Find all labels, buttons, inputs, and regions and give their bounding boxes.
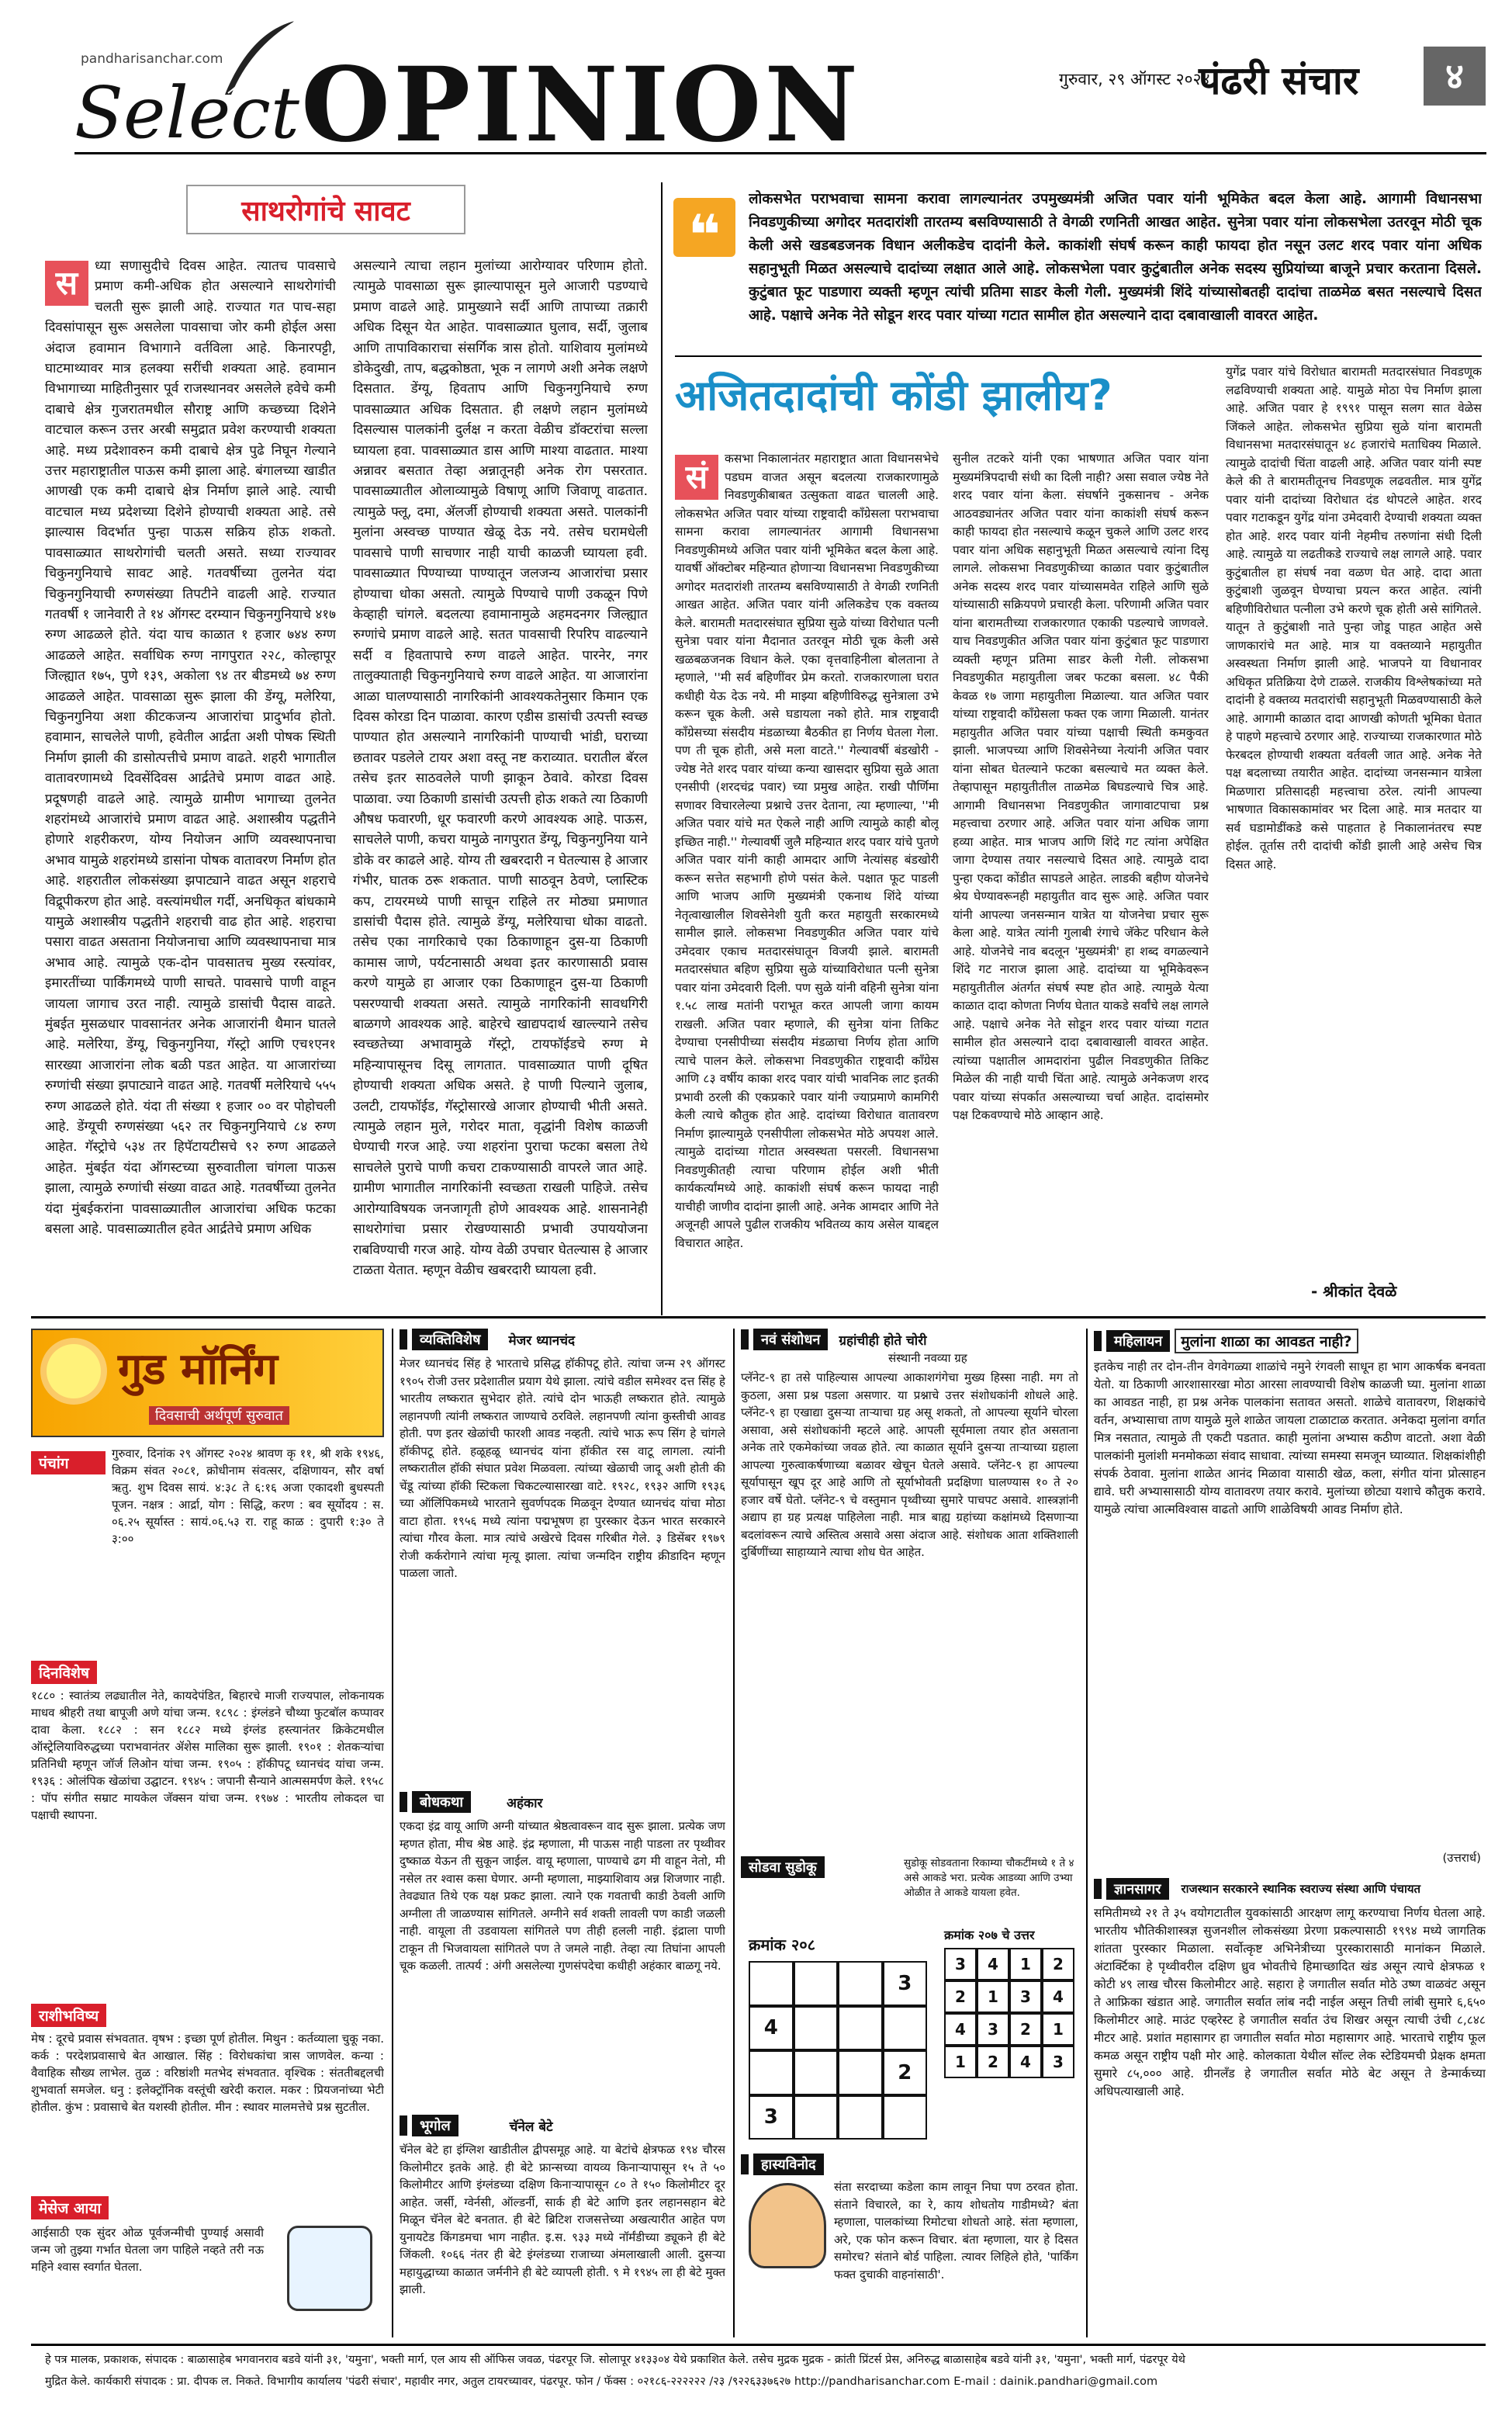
bhugol-heading: चॅनेल बेटे	[509, 2119, 553, 2135]
vyakti-marker	[400, 1329, 407, 1350]
gyansagar-text: समितीमध्ये २१ ते ३५ वयोगटातील युवकांसाठी आरक्षण लागू करण्याचा निर्णय घेतला आहे. भारतीय भौतिकीशास्त्रज्ञ सुजनशील लोकसंख्या प्रेरणा प्रकल्पासाठी १९९४ मध्ये जागतिक शांतता पुरस्कार मिळाला. सर्वोत्कृष्ट अभिनेत्रीच्या पुरस्कारासाठी मानांकन मिळाले. अंटार्क्टिका हे पृथ्वीवरील दक्षिण ध्रुव भोवतीचे हिमाच्छादित खंड असून त्याचे क्षेत्रफळ १ कोटी ४९ लाख चौरस किलोमीटर आहे. सहारा हे जगातील सर्वात मोठे उष्ण वाळवंट असून ते आफ्रिका खंडात आहे. जगातील सर्वात लांब नदी नाईल असून तिची लांबी सुमारे ६,६५० किलोमीटर आहे. माउंट एव्हरेस्ट हे जगातील सर्वात उंच शिखर असून त्याची उंची ८,८४८ मीटर आहे. प्रशांत महासागर हा जगातील सर्वात मोठा महासागर आहे. भारताचे राष्ट्रीय फूल कमळ असून राष्ट्रीय पक्षी मोर आहे. कोलकाता येथील सॉल्ट लेक स्टेडियमची प्रेक्षक क्षमता सुमारे ८५,००० आहे. ग्रीनलँड हे जगातील सर्वात मोठे बेट असून ते डेन्मार्कच्या अधिपत्याखाली आहे.	[1094, 1906, 1486, 2098]
sudoku-answer-cell: 3	[1009, 1980, 1042, 2013]
bhugol-box	[400, 2115, 725, 2336]
gyansagar-label: ज्ञानसागर	[1106, 1878, 1169, 1900]
quote-icon: ❝	[673, 198, 735, 257]
bodhkatha-marker	[400, 1792, 407, 1812]
footer-line-2: मुद्रित केले. कार्यकारी संपादक : प्रा. दीपक ल. निकते. विभागीय कार्यालय 'पंढरी संचार', महावीर नगर, अतुल टायरच्यावर, पंढरपूर. फोन / फॅक्स : ०२१८६-२२२२२२ /२३ /९२२६३३७६२७ http://pandharisanchar.com E-mail : dainik.pandhari@gmail.com	[45, 2375, 1158, 2388]
editorial-column-2	[353, 256, 648, 1308]
rashi-label: राशीभविष्य	[31, 2004, 106, 2027]
bhugol-text: चॅनेल बेटे हा इंग्लिश खाडीतील द्वीपसमूह आहे. या बेटांचे क्षेत्रफळ १९४ चौरस किलोमीटर इतके आहे. ही बेटे फ्रान्सच्या वायव्य किनाऱ्यापासून १५ ते ५० किलोमीटर आणि इंग्लंडच्या दक्षिण किनाऱ्यापासून ८० ते १५० किलोमीटर दूर आहेत. जर्सी, ग्वेर्नसी, ऑल्डर्नी, सार्क ही बेटे आणि इतर लहानसहान बेटे मिळून चॅनेल बेटे बनतात. ही बेटे ब्रिटिश राजसत्तेच्या अखत्यारीत आहेत पण युनायटेड किंगडमचा भाग नाहीत. इ.स. ९३३ मध्ये नॉर्मंडीच्या ड्यूकने ही बेटे जिंकली. १०६६ नंतर ही बेटे इंग्लंडच्या राजाच्या अंमलाखाली आली. दुसऱ्या महायुद्धाच्या काळात जर्मनीने ही बेटे व्यापली होती. ९ मे १९४५ ला ही बेटे मुक्त झाली.	[400, 2143, 725, 2296]
article-author: - श्रीकांत देवळे	[1311, 1282, 1397, 1301]
good-morning-tagline: दिवसाची अर्थपूर्ण सुरुवात	[149, 1406, 289, 1425]
sudoku-answer-cell: 1	[977, 1980, 1009, 2013]
section-rule	[31, 1316, 1486, 1318]
message-text: आईसाठी एक सुंदर ओळ पूर्वजन्मीची पुण्याई असावी जन्म जो तुझ्या गर्भात घेतला जग पाहिले नव्हते तरी नऊ महिने श्वास स्वर्गात घेतला.	[31, 2226, 264, 2274]
sudoku-puzzle-cell	[838, 1961, 883, 2006]
sudoku-puzzle-cell	[838, 2006, 883, 2051]
vyakti-text: मेजर ध्यानचंद सिंह हे भारताचे प्रसिद्ध हॉकीपटू होते. त्यांचा जन्म २९ ऑगस्ट १९०५ रोजी उत्तर प्रदेशातील प्रयाग येथे झाला. त्यांचे वडील समेश्वर दत्त सिंह हे भारतीय लष्करात सुभेदार होते. त्यांचे दोन भाऊही लष्करात होते. त्यामुळे लहानपणी त्यांनी लष्करात जाण्याचे ठरविले. लहानपणी त्यांना कुस्तीची आवड होती. पण इतर खेळांची फारशी आवड नव्हती. त्यांचे भाऊ रूप सिंग हे चांगले हॉकीपटू होते. हळूहळू ध्यानचंद यांना हॉकीत रस वाटू लागला. त्यांनी लष्करातील हॉकी संघात प्रवेश मिळवला. त्यांच्या खेळाची जादू अशी होती की चेंडू त्यांच्या हॉकी स्टिकला चिकटल्यासारखा वाटे. १९२८, १९३२ आणि १९३६ च्या ऑलिंपिकमध्ये भारताने सुवर्णपदक मिळवून देण्यात ध्यानचंद यांचा मोठा वाटा होता. १९५६ मध्ये त्यांना पद्मभूषण हा पुरस्कार देऊन भारत सरकारने त्यांचा गौरव केला. मात्र त्यांचे अखेरचे दिवस गरिबीत गेले. ३ डिसेंबर १९७९ रोजी कर्करोगाने त्यांचा मृत्यू झाला. त्यांचा जन्मदिन राष्ट्रीय क्रीडादिन म्हणून पाळला जातो.	[400, 1357, 725, 1580]
article-text-2: सुनील तटकरे यांनी एका भाषणात अजित पवार यांना मुख्यमंत्रिपदाची संधी का दिली नाही? असा सवाल ज्येष्ठ नेते शरद पवार यांना केला. संघर्षाने नुकसानच - अनेक आठवड्यानंतर अजित पवार यांना काकांशी संघर्ष करून काही फायदा होत नसल्याचे कळून चुकले आणि उलट शरद पवार यांना अधिक सहानुभूती मिळत असल्याचे त्यांना दिसू लागले. लोकसभा निवडणुकीच्या काळात पवार कुटुंबातील अनेक सदस्य शरद पवार यांच्यासमवेत राहिले आणि सुळे यांच्यासाठी सक्रियपणे प्रचारही केला. परिणामी अजित पवार यांना बारामतीच्या राजकारणात एकाकी पडल्याचे जाणवले. याच निवडणुकीत अजित पवार यांना कुटुंबात फूट पाडणारा व्यक्ती म्हणून प्रतिमा साडर केली गेली. लोकसभा निवडणुकीत महायुतीला जबर फटका बसला. ४८ पैकी केवळ १७ जागा महायुतीला मिळाल्या. यात अजित पवार यांच्या राष्ट्रवादी काँग्रेसला फक्त एक जागा मिळाली. यानंतर महायुतीत अजित पवार यांच्या पक्षाची स्थिती कमकुवत झाली. भाजपच्या आणि शिवसेनेच्या नेत्यांनी अजित पवार यांना सोबत घेतल्याने फटका बसल्याचे मत व्यक्त केले. तेव्हापासून महायुतीतील ताळमेळ बिघडल्याचे चित्र आहे. आगामी विधानसभा निवडणुकीत जागावाटपाचा प्रश्न महत्त्वाचा ठरणार आहे. अजित पवार यांना अधिक जागा हव्या आहेत. मात्र भाजप आणि शिंदे गट त्यांना अपेक्षित जागा देण्यास तयार नसल्याचे दिसत आहे. त्यामुळे दादा पुन्हा एकदा कोंडीत सापडले आहेत. लाडकी बहीण योजनेचे श्रेय घेण्यावरूनही महायुतीत वाद सुरू आहे. अजित पवार यांनी आपल्या जनसन्मान यात्रेत या योजनेचा प्रचार सुरू केला आहे. यात्रेत त्यांनी गुलाबी रंगाचे जॅकेट परिधान केले आहे. योजनेचे नाव बदलून 'मुख्यमंत्री' हा शब्द वगळल्याने शिंदे गट नाराज झाला आहे. दादांच्या या भूमिकेवरून महायुतीतील अंतर्गत संघर्ष स्पष्ट होत आहे. त्यामुळे येत्या काळात दादा कोणता निर्णय घेतात याकडे सर्वांचे लक्ष लागले आहे. पक्षाचे अनेक नेते सोडून शरद पवार यांच्या गटात सामील होत असल्याने दादा दबावाखाली वावरत आहेत. त्यांच्या पक्षातील आमदारांना पुढील निवडणुकीत तिकिट मिळेल की नाही याची चिंता आहे. त्यामुळे अनेकजण शरद पवार यांच्या संपर्कात असल्याच्या चर्चा आहेत. दादांसमोर पक्ष टिकवण्याचे मोठे आव्हान आहे.	[953, 452, 1209, 1122]
sanshodhan-label: नवं संशोधन	[753, 1329, 828, 1350]
sudoku-answer-cell: 3	[944, 1948, 977, 1980]
sudoku-puzzle-grid	[749, 1961, 927, 2140]
message-box	[31, 2196, 384, 2324]
hasya-label: हास्यविनोद	[753, 2154, 824, 2175]
sudoku-answer-cell: 3	[1042, 2046, 1074, 2078]
sanshodhan-subheading: संस्थानी नवव्या ग्रह	[888, 1351, 967, 1365]
editorial-title: साथरोगांचे सावट	[241, 195, 410, 227]
sanshodhan-header	[741, 1329, 1078, 1350]
gyansagar-heading: राजस्थान सरकारने स्थानिक स्वराज्य संस्था आणि पंचायत	[1181, 1882, 1421, 1896]
article-column-3	[1226, 363, 1482, 1275]
bodhkatha-label: बोधकथा	[412, 1791, 471, 1813]
sudoku-puzzle-cell	[838, 2095, 883, 2140]
sudoku-puzzle-cell	[794, 2050, 839, 2095]
editorial-title-box	[186, 185, 465, 234]
message-label: मेसेज आया	[31, 2196, 109, 2219]
sudoku-answer-cell: 3	[977, 2013, 1009, 2046]
hasya-header	[741, 2154, 1078, 2175]
article-text-3: युगेंद्र पवार यांचे विरोधात बारामती मतदारसंघात निवडणूक लढविण्याची शक्यता आहे. यामुळे मोठा पेच निर्माण झाला आहे. अजित पवार हे १९९१ पासून सलग सात वेळेस जिंकले आहेत. लोकसभेत सुप्रिया सुळे यांना बारामती विधानसभा मतदारसंघातून ४८ हजारांचे मताधिक्य मिळाले. त्यामुळे दादांची चिंता वाढली आहे. अजित पवार यांनी स्पष्ट केले की ते बारामतीतूनच निवडणूक लढवतील. मात्र युगेंद्र पवार यांनी दादांच्या विरोधात दंड थोपटले आहेत. शरद पवार गटाकडून युगेंद्र यांना उमेदवारी देण्याची शक्यता व्यक्त होत आहे. शरद पवार यांनी नेहमीच तरुणांना संधी दिली आहे. त्यामुळे या लढतीकडे राज्याचे लक्ष लागले आहे. पवार कुटुंबातील हा संघर्ष नवा वळण घेत आहे. दादा आता कुटुंबाशी जुळवून घेण्याचा प्रयत्न करत आहेत. त्यांनी बहिणीविरोधात पत्नीला उभे करणे चूक होती असे सांगितले. यातून ते कुटुंबाशी नाते पुन्हा जोडू पाहत आहेत असे जाणकारांचे मत आहे. मात्र या वक्तव्याने महायुतीत अस्वस्थता निर्माण झाली आहे. भाजपने या विधानावर अधिकृत प्रतिक्रिया देणे टाळले. राजकीय विश्लेषकांच्या मते दादांनी हे वक्तव्य मतदारांची सहानुभूती मिळवण्यासाठी केले आहे. आगामी काळात दादा आणखी कोणती भूमिका घेतात हे पाहणे महत्त्वाचे ठरणार आहे. राज्याच्या राजकारणात मोठे फेरबदल होण्याची शक्यता वर्तवली जात आहे. अनेक नेते पक्ष बदलाच्या तयारीत आहेत. दादांच्या जनसन्मान यात्रेला मिळणारा प्रतिसादही महत्त्वाचा ठरेल. त्यांनी आपल्या भाषणात विकासकामांवर भर दिला आहे. मात्र मतदार या सर्व घडामोडींकडे कसे पाहतात हे निकालानंतरच स्पष्ट होईल. तूर्तास तरी दादांची कोंडी झाली आहे असेच चित्र दिसत आहे.	[1226, 365, 1482, 871]
dinvishesh-label: दिनविशेष	[31, 1661, 97, 1684]
panchang-label: पंचांग	[31, 1451, 106, 1474]
sudoku-puzzle-cell: 3	[749, 2095, 794, 2140]
sudoku-answer-cell: 1	[1042, 2013, 1074, 2046]
article-headline: अजितदादांची कोंडी झालीय?	[675, 371, 1112, 420]
left-column-divider	[392, 1329, 393, 2337]
opinion-wordmark: OPINION	[301, 45, 862, 165]
editorial-divider	[661, 182, 663, 1315]
bhugol-marker	[400, 2115, 407, 2136]
sudoku-puzzle-cell	[838, 2050, 883, 2095]
page-number: ४	[1424, 47, 1486, 106]
phone-icon	[287, 2226, 372, 2311]
good-morning-title: गुड मॉर्निंग	[118, 1344, 279, 1395]
pull-quote	[749, 188, 1482, 352]
sudoku-answer-cell: 1	[1009, 1948, 1042, 1980]
dinvishesh-box	[31, 1661, 384, 1994]
sanshodhan-box	[741, 1329, 1078, 1852]
cartoon-icon	[749, 2183, 826, 2268]
mahilayan-text: इतकेच नाही तर दोन-तीन वेगवेगळ्या शाळांचे नमुने रंगवली साधून हा भाग आकर्षक बनवता येतो. या ठिकाणी आरशासारखा मोठा आरसा लावण्याची विशेष काळजी घ्या. मुलांना शाळा का आवडत नाही, हा प्रश्न अनेक पालकांना सतावत असतो. शाळेचे वातावरण, शिक्षकांचे वर्तन, अभ्यासाचा ताण यामुळे मुले शाळेत जायला टाळाटाळ करतात. अनेकदा मुलांना वर्गात मित्र नसतात, त्यामुळे ती एकटी पडतात. काही मुलांना अभ्यास कठीण वाटतो. अशा वेळी पालकांनी मुलांशी मनमोकळा संवाद साधावा. त्यांच्या समस्या समजून घ्याव्यात. शिक्षकांशीही संपर्क ठेवावा. मुलांना शाळेत आनंद मिळावा यासाठी खेळ, कला, संगीत यांना प्रोत्साहन द्यावे. घरी अभ्यासासाठी योग्य वातावरण तयार करावे. मुलांच्या छोट्या यशाचे कौतुक करावे. यामुळे त्यांचा आत्मविश्वास वाढतो आणि शाळेविषयी आवड निर्माण होते.	[1094, 1360, 1486, 1516]
article-drop-letter: सं	[675, 455, 718, 500]
rashi-box	[31, 2004, 384, 2190]
sudoku-answer-cell: 4	[1009, 2046, 1042, 2078]
mahilayan-label: महिलायन	[1106, 1330, 1170, 1352]
mahilayan-signature: (उत्तरार्ध)	[1442, 1851, 1481, 1865]
sudoku-answer-title: क्रमांक २०७ चे उत्तर	[944, 1928, 1035, 1942]
sudoku-label: सोडवा सुडोकू	[741, 1856, 825, 1878]
sudoku-puzzle-cell: 4	[749, 2006, 794, 2051]
sudoku-answer-cell: 4	[977, 1948, 1009, 1980]
sudoku-puzzle-cell	[883, 2095, 928, 2140]
masthead-rule	[74, 152, 1486, 154]
vyakti-label: व्यक्तिविशेष	[412, 1329, 488, 1350]
article-column-1	[675, 450, 939, 1300]
gyansagar-box	[1094, 1878, 1486, 2336]
sudoku-puzzle-title: क्रमांक २०८	[749, 1935, 816, 1954]
sudoku-answer-cell: 2	[1009, 2013, 1042, 2046]
sudoku-puzzle-cell	[749, 2050, 794, 2095]
sanshodhan-heading: ग्रहांचीही होते चोरी	[839, 1332, 927, 1349]
sudoku-puzzle-cell	[794, 1961, 839, 2006]
rashi-text: मेष : दूरचे प्रवास संभवतात. वृषभ : इच्छा पूर्ण होतील. मिथुन : कर्तव्याला चुकू नका. कर्क : परदेशप्रवासाचे बेत आखाल. सिंह : विरोधकांचा त्रास जाणवेल. कन्या : वैवाहिक सौख्य लाभेल. तुळ : वरिष्ठांशी मतभेद संभवतात. वृश्चिक : संततीबद्दलची शुभवार्ता समजेल. धनु : इलेक्ट्रॉनिक वस्तूंची खरेदी कराल. मकर : प्रियजनांच्या भेटी होतील. कुंभ : प्रवासाचे बेत यशस्वी होतील. मीन : स्थावर मालमत्तेचे प्रश्न सुटतील.	[31, 2032, 384, 2114]
sudoku-box	[741, 1856, 1078, 2151]
bodhkatha-box	[400, 1791, 725, 2109]
vyakti-header	[400, 1329, 725, 1350]
footer-line-1: हे पत्र मालक, प्रकाशक, संपादक : बाळासाहेब भगवानराव बडवे यांनी ३१, 'यमुना', भक्ती मार्ग, एल आय सी ऑफिस जवळ, पंढरपूर जि. सोलापूर ४१३३०४ येथे प्रकाशित केले. तसेच मुद्रक मुद्रक - क्रांती प्रिंटर्स प्रेस, अनिरुद्ध बाळासाहेब बडवे यांनी ३१, 'यमुना', भक्ती मार्ग, पंढरपूर येथे	[45, 2354, 1185, 2366]
sudoku-puzzle-cell: 2	[883, 2050, 928, 2095]
bhugol-label: भूगोल	[412, 2115, 458, 2136]
site-url[interactable]: pandharisanchar.com	[81, 51, 223, 67]
article-column-2	[953, 450, 1209, 1300]
issue-date: गुरुवार, २९ ऑगस्ट २०२४	[1059, 70, 1210, 88]
vyakti-heading: मेजर ध्यानचंद	[508, 1332, 576, 1349]
gyansagar-marker	[1094, 1879, 1102, 1899]
gyansagar-header	[1094, 1878, 1486, 1900]
sanshodhan-marker	[741, 1329, 749, 1350]
hasya-box	[741, 2154, 1078, 2336]
sudoku-answer-cell: 4	[944, 2013, 977, 2046]
editorial-drop-letter: स	[45, 261, 88, 306]
sudoku-puzzle-cell: 3	[883, 1961, 928, 2006]
mahilayan-marker	[1094, 1331, 1102, 1351]
quote-rule	[675, 355, 1482, 357]
panchang-text: गुरुवार, दिनांक २९ ऑगस्ट २०२४ श्रावण कृ ११, श्री शके १९४६, विक्रम संवत २०८१, क्रोधीनाम संवत्सर, दक्षिणायन, सौर वर्षा ऋतु. शुभ दिवस सायं. ४:३८ ते ६:१६ अजा एकादशी बुधस्पती पूजन. नक्षत्र : आर्द्रा, योग : सिद्धि, करण : बव सूर्योदय : स. ०६.२५ सूर्यास्त : सायं.०६.५३ रा. राहू काळ : दुपारी १:३० ते ३:००	[112, 1447, 384, 1546]
sudoku-puzzle-cell	[794, 2095, 839, 2140]
select-wordmark: Select	[74, 71, 299, 154]
bodhkatha-text: एकदा इंद्र वायू आणि अग्नी यांच्यात श्रेष्ठत्वावरून वाद सुरू झाला. प्रत्येक जण म्हणत होता, मीच श्रेष्ठ आहे. इंद्र म्हणाला, मी पाऊस नाही पाडला तर पृथ्वीवर दुष्काळ येऊन ती सुकून जाईल. वायू म्हणाला, पाण्याचे ढग मी वाहून नेतो, मी नसेल तर श्वास कसा घेणार. अग्नी म्हणाला, माझ्याशिवाय अन्न शिजणार नाही. तेवढ्यात तिथे एक यक्ष प्रकट झाला. त्याने एक गवताची काडी ठेवली आणि अग्नीला ती जाळण्यास सांगितले. अग्नीने सर्व शक्ती लावली पण काडी जळली नाही. वायूला ती उडवायला सांगितले पण तीही हलली नाही. इंद्राला पाणी टाकून ती भिजवायला सांगितले पण ते जमले नाही. तेव्हा त्या तिघांना आपली चूक कळली. तात्पर्य : अंगी असलेल्या गुणसंपदेचा कधीही अहंकार बाळगू नये.	[400, 1819, 725, 1973]
sudoku-puzzle-cell	[883, 2006, 928, 2051]
sudoku-answer-cell: 2	[1042, 1948, 1074, 1980]
mahilayan-header	[1094, 1329, 1486, 1353]
bhugol-header	[400, 2115, 725, 2136]
article-text-1: कसभा निकालानंतर महाराष्ट्रात आता विधानसभेचे पडघम वाजत असून बदलत्या राजकारणामुळे निवडणुकीबाबत उत्सुकता वाढत चालली आहे. लोकसभेत अजित पवार यांच्या राष्ट्रवादी काँग्रेसला पराभवाचा सामना करावा लागल्यानंतर आगामी विधानसभा निवडणुकीमध्ये अजित पवार यांनी भूमिकेत बदल केला आहे. यावर्षी ऑक्टोबर महिन्यात होणाऱ्या विधानसभा निवडणुकीच्या अगोदर मतदारांशी तारतम्य बसविण्यासाठी ते वेगळी रणनिती आखत आहेत. अजित पवार यांनी अलिकडेच एक वक्तव्य केले. बारामती मतदारसंघात सुप्रिया सुळे यांच्या विरोधात पत्नी सुनेत्रा पवार यांना मैदानात उतरवून मोठी चूक केली असे खळबळजनक विधान केले. एका वृत्तवाहिनीला बोलताना ते म्हणाले, ''मी सर्व बहिणींवर प्रेम करतो. राजकारणाला घरात कधीही येऊ देऊ नये. मी माझ्या बहिणीविरुद्ध सुनेत्राला उभे करून चूक केली. असे घडायला नको होते. मात्र राष्ट्रवादी काँग्रेसच्या संसदीय मंडळाच्या बैठकीत हा निर्णय घेतला गेला. पण ती चूक होती, असे मला वाटते.'' गेल्यावर्षी बंडखोरी - ज्येष्ठ नेते शरद पवार यांच्या कन्या खासदार सुप्रिया सुळे आता एनसीपी (शरदचंद्र पवार) च्या प्रमुख आहेत. राखी पौर्णिमा सणावर विचारलेल्या प्रश्नाचे उत्तर देताना, त्या म्हणाल्या, ''मी अजित पवार यांचे मत ऐकले नाही आणि त्यामुळे काही बोलू इच्छित नाही.'' गेल्यावर्षी जुलै महिन्यात शरद पवार यांचे पुतणे अजित पवार यांनी काही आमदार आणि नेत्यांसह बंडखोरी करून सत्तेत सहभागी होणे पसंत केले. पक्षात फूट पाडली आणि भाजप आणि मुख्यमंत्री एकनाथ शिंदे यांच्या नेतृत्वाखालील शिवसेनेशी युती करत महायुती सरकारमध्ये सामील झाले. लोकसभा निवडणुकीत अजित पवार यांचे उमेदवार एकाच मतदारसंघातून विजयी झाले. बारामती मतदारसंघात बहिण सुप्रिया सुळे यांच्याविरोधात पत्नी सुनेत्रा पवार यांना उमेदवारी दिली. पण सुळे यांनी वहिनी सुनेत्रा यांना १.५८ लाख मतांनी पराभूत करत आपली जागा कायम राखली. अजित पवार म्हणाले, की सुनेत्रा यांना तिकिट देण्याचा एनसीपीच्या संसदीय मंडळाचा निर्णय होता आणि त्याचे पालन केले. लोकसभा निवडणुकीत राष्ट्रवादी काँग्रेस आणि ८३ वर्षीय काका शरद पवार यांची भावनिक लाट इतकी प्रभावी ठरली की एकप्रकारे पवार यांनी ज्याप्रमाणे कामगिरी केली त्याचे कौतुक होत आहे. दादांच्या विरोधात वातावरण निर्माण झाल्यामुळे एनसीपीला लोकसभेत मोठे अपयश आले. त्यामुळे दादांच्या गोटात अस्वस्थता पसरली. विधानसभा निवडणुकीतही त्याचा परिणाम होईल अशी भीती कार्यकर्त्यांमध्ये आहे. काकांशी संघर्ष करून फायदा नाही याचीही जाणीव दादांना झाली आहे. अनेक आमदार आणि नेते अजूनही आपले पुढील राजकीय भवितव्य काय असेल याबद्दल विचारात आहेत.	[675, 452, 939, 1250]
masthead	[0, 0, 1512, 163]
footer-rule	[31, 2344, 1486, 2346]
sudoku-answer-grid	[944, 1948, 1074, 2078]
sudoku-puzzle-cell	[794, 2006, 839, 2051]
editorial-text-2: असल्याने त्याचा लहान मुलांच्या आरोग्यावर परिणाम होतो. त्यामुळे पावसाळा सुरू झाल्यापासून मुले आजारी पडण्याचे प्रमाण वाढले आहे. प्रामुख्याने सर्दी आणि तापाच्या तक्रारी अधिक दिसून येत आहेत. पावसाळ्यात घुलाव, सर्दी, जुलाब आणि तापाविकाराचा संसर्गिक त्रास होतो. याशिवाय मुलांमध्ये डोकेदुखी, ताप, बद्धकोष्ठता, भूक न लागणे अशी अनेक लक्षणे दिसतात. डेंग्यू, हिवताप आणि चिकुनगुनियाचे रुग्ण पावसाळ्यात अधिक दिसतात. ही लक्षणे लहान मुलांमध्ये दिसल्यास पालकांनी दुर्लक्ष न करता वेळीच डॉक्टरांचा सल्ला घ्यायला हवा. पावसाळ्यात डास आणि माश्या वाढतात. माश्या अन्नावर बसतात तेव्हा अन्नातूनही अनेक रोग पसरतात. पावसाळ्यातील ओलाव्यामुळे विषाणू आणि जिवाणू वाढतात. त्यामुळे फ्लू, दमा, ॲलर्जी होण्याची शक्यता असते. पालकांनी मुलांना अस्वच्छ पाण्यात खेळू देऊ नये. तसेच घरामधेली पावसाचे पाणी साचणार नाही याची काळजी घ्यायला हवी. पावसाळ्यात पिण्याच्या पाण्यातून जलजन्य आजारांचा प्रसार होण्याचा धोका असतो. त्यामुळे पिण्याचे पाणी उकळून पिणे केव्हाही चांगले. बदलत्या हवामानामुळे अहमदनगर जिल्ह्यात रुग्णांचे प्रमाण वाढले आहे. सतत पावसाची रिपरिप वाढल्याने सर्दी व हिवतापाचे रुग्ण वाढले आहेत. पारनेर, नगर तालुक्याताही चिकुनगुनियाचे रुग्ण वाढले आहेत. या आजारांना आळा घालण्यासाठी नागरिकांनी आवश्यकतेनुसार किमान एक दिवस कोरडा दिन पाळावा. कारण एडीस डासांची उत्पत्ती स्वच्छ पाण्यात होत असल्याने नागरिकांनी पाण्याची भांडी, घराच्या छतावर पडलेले टायर अशा वस्तू नष्ट कराव्यात. घरातील बॅरल तसेच इतर साठवलेले पाणी झाकून ठेवावे. कोरडा दिवस पाळावा. ज्या ठिकाणी डासांची उत्पत्ती होऊ शकते त्या ठिकाणी औषध फवारणी, धूर फवारणी करणे आवश्यक आहे. पाऊस, साचलेले पाणी, कचरा यामुळे नागपुरात डेंग्यू, चिकुनगुनिया याने डोके वर काढले आहे. योग्य ती खबरदारी न घेतल्यास हे आजार गंभीर, घातक ठरू शकतात. पाणी साठवून ठेवणे, प्लास्टिक कप, टायरमध्ये पाणी साचून राहिले तर मोठ्या प्रमाणात डासांची पैदास होते. त्यामुळे डेंग्यू, मलेरियाचा धोका वाढतो. तसेच एका नागरिकाचे एका ठिकाणाहून दुस-या ठिकाणी कामास जाणे, पर्यटनासाठी अथवा इतर कारणासाठी प्रवास करणे यामुळे हा आजार एका ठिकाणाहून दुस-या ठिकाणी पसरण्याची शक्यता असते. त्यामुळे नागरिकांनी सावधगिरी बाळगणे आवश्यक आहे. बाहेरचे खाद्यपदार्थ खाल्ल्याने तसेच स्वच्छतेच्या अभावामुळे गॅस्ट्रो, टायफॉईडचे रुग्ण मे महिन्यापासूनच दिसू लागतात. पावसाळ्यात पाणी दूषित होण्याची शक्यता अधिक असते. हे पाणी पिल्याने जुलाब, उलटी, टायफॉईड, गॅस्ट्रोसारखे आजार होण्याची भीती असते. त्यामुळे लहान मुले, गरोदर माता, वृद्धांनी विशेष काळजी घेण्याची गरज आहे. ज्या शहरांना पुराचा फटका बसला तेथे साचलेले पुराचे पाणी कचरा टाकण्यासाठी वापरले जात आहे. ग्रामीण भागातील नागरिकांनी स्वच्छता राखली पाहिजे. तसेच आरोग्याविषयक जनजागृती होणे आवश्यक आहे. शासनानेही साथरोगांचा प्रसार रोखण्यासाठी प्रभावी उपाययोजना राबविण्याची गरज आहे. योग्य वेळी उपचार घेतल्यास हे आजार टाळता येतात. म्हणून वेळीच खबरदारी घ्यायला हवी.	[353, 258, 648, 1278]
hasya-marker	[741, 2154, 749, 2174]
paper-name: पंढरी संचार	[1199, 58, 1359, 103]
editorial-column-1	[45, 256, 336, 1308]
bodhkatha-heading: अहंकार	[507, 1795, 543, 1811]
sun-icon	[47, 1344, 101, 1398]
sudoku-answer-cell: 4	[1042, 1980, 1074, 2013]
hasya-text: संता सरदाच्या कडेला काम लावून निघा पण ठरवत होता. संताने विचारले, का रे, काय शोधतोय गाडीमध्ये? बंता म्हणाला, पालकांच्या रिमोटचा शोधतो आहे. संता म्हणाला, अरे, एक फोन करून विचार. बंता म्हणाला, यार हे दिसत समोरच? संताने बोर्ड पाहिला. त्यावर लिहिले होते, 'पार्किंग फक्त दुचाकी वाहनांसाठी'.	[834, 2180, 1078, 2282]
sudoku-answer-cell: 2	[977, 2046, 1009, 2078]
bodhkatha-header	[400, 1791, 725, 1813]
middle-column-divider	[733, 1329, 735, 2337]
good-morning-banner	[31, 1329, 384, 1437]
sudoku-instructions: सुडोकू सोडवताना रिकाम्या चौकटींमध्ये १ ते ४ असे आकडे भरा. प्रत्येक आडव्या आणि उभ्या ओळीत ते आकडे यायला हवेत.	[904, 1857, 1074, 1899]
pull-quote-text: लोकसभेत पराभवाचा सामना करावा लागल्यानंतर उपमुख्यमंत्री अजित पवार यांनी भूमिकेत बदल केला आहे. आगामी विधानसभा निवडणुकीच्या अगोदर मतदारांशी तारतम्य बसविण्यासाठी ते वेगळी रणनिती आखत आहेत. सुनेत्रा पवार यांना लोकसभेला उतरवून मोठी चूक केली असे खडबडजनक विधान अलीकडेच दादांनी केले. काकांशी संघर्ष करून काही फायदा होत नसून उलट शरद पवार यांना अधिक सहानुभूती मिळत असल्याचे दादांच्या लक्षात आले आहे. लोकसभेला पवार कुटुंबातील अनेक सदस्य सुप्रियांच्या बाजूने प्रचार करताना दिसले. कुटुंबात फूट पाडणारा व्यक्ती म्हणून त्यांची प्रतिमा साडर केली गेली. मुख्यमंत्री शिंदे यांच्यासोबतही दादांचा ताळमेळ बसत नसल्याचे दिसत आहे. पक्षाचे अनेक नेते सोडून शरद पवार यांच्या गटात सामील होत असल्याने दादा दबावाखाली वावरत आहेत.	[749, 191, 1482, 324]
sudoku-answer-cell: 1	[944, 2046, 977, 2078]
mahilayan-heading: मुलांना शाळा का आवडत नाही?	[1175, 1329, 1358, 1353]
editorial-text-1: ध्या सणासुदीचे दिवस आहेत. त्यातच पावसाचे प्रमाण कमी-अधिक होत असल्याने साथरोगांची चलती सुरू झाली आहे. राज्यात गत पाच-सहा दिवसांपासून सुरू असलेला पावसाचा जोर कमी होईल असा अंदाज हवामान विभागाने वर्तविला आहे. किनारपट्टी, घाटमाथ्यावर मात्र हलक्या सरींची शक्यता आहे. हवामान विभागाच्या माहितीनुसार पूर्व राजस्थानवर असलेले हवेचे कमी दाबाचे क्षेत्र गुजरातमधील सौराष्ट्र आणि कच्छच्या दिशेने वाटचाल करून उत्तर अरबी समुद्रात प्रवेश करण्याची शक्यता आहे. मध्य प्रदेशावरुन कमी दाबाचे क्षेत्र पुढे निघून गेल्याने उत्तर महाराष्ट्रातील पाऊस कमी झाला आहे. बंगालच्या खाडीत आणखी एक कमी दाबाचे क्षेत्र निर्माण झाले आहे. त्याची वाटचाल मध्य प्रदेशच्या दिशेने होण्याची शक्यता आहे. तसे झाल्यास विदर्भात पुन्हा पाऊस सक्रिय होऊ शकतो. पावसाळ्यात साथरोगांची चलती असते. सध्या राज्यावर चिकुनगुनियाचे सावट आहे. गतवर्षीच्या तुलनेत यंदा चिकुनगुनियाची रुग्णसंख्या तिपटीने वाढली आहे. राज्यात गतवर्षी १ जानेवारी ते १४ ऑगस्ट दरम्यान चिकुनगुनियाचे ४१७ रुग्ण आढळले होते. यंदा याच काळात १ हजार ७४४ रुग्ण आढळले आहेत. सर्वाधिक रुग्ण नागपुरात २२८, कोल्हापूर जिल्ह्यात १७५, पुणे १३९, अकोला ९४ तर बीडमध्ये ७४ रुग्ण आढळले आहेत. पावसाळा सुरू झाला की डेंग्यू, मलेरिया, चिकुनगुनिया अशा कीटकजन्य आजारांचा प्रादुर्भाव होतो. हवामान, साचलेले पाणी, हवेतील आर्द्रता अशी पोषक स्थिती निर्माण झाली की डासोत्पत्तीचे प्रमाण वाढते. शहरी भागातील वातावरणामध्ये दिवसेंदिवस आर्द्रतेचे प्रमाण वाढत आहे. प्रदूषणही वाढले आहे. त्यामुळे ग्रामीण भागाच्या तुलनेत शहरांमध्ये आजारांचे प्रमाण वाढत आहे. अशास्त्रीय पद्धतीने होणारे शहरीकरण, योग्य नियोजन आणि व्यवस्थापनाचा अभाव यामुळे शहरांमध्ये डासांना पोषक वातावरण निर्माण होत आहे. शहरातील लोकसंख्या झपाट्याने वाढत असून शहराचे विद्रूपीकरण होत आहे. वस्त्यांमधील गर्दी, अनधिकृत बांधकामे यामुळे अशास्त्रीय पद्धतीने शहराची वाढ होत आहे. शहराचा पसारा वाढत असताना नियोजनाचा आणि व्यवस्थापनाचा मात्र अभाव आहे. त्यामुळे एक-दोन पावसातच मुख्य रस्त्यांवर, इमारतींच्या पार्किंगमध्ये पाणी साचते. पावसाचे पाणी वाहून जायला जागाच उरत नाही. त्यामुळे डासांची पैदास वाढते. मुंबईत मुसळधार पावसानंतर अनेक आजारांनी थैमान घातले आहे. मलेरिया, डेंग्यू, चिकुनगुनिया, गॅस्ट्रो आणि एच१एन१ सारख्या आजारांना लोक बळी पडत आहेत. या आजारांच्या रुग्णांची संख्या झपाट्याने वाढत आहे. गतवर्षी मलेरियाचे ५५५ रुग्ण आढळले होते. यंदा ती संख्या १ हजार ०० वर पोहोचली आहे. डेंग्यूची रुग्णसंख्या ५६२ तर चिकुनगुनियाचे ८४ रुग्ण आहेत. गॅस्ट्रोचे ५३४ तर हिपॅटायटीसचे ९२ रुग्ण आढळले आहेत. मुंबईत यंदा ऑगस्टच्या सुरुवातीला चांगला पाऊस झाला, त्यामुळे रुग्णांची संख्या वाढत आहे. गतवर्षीच्या तुलनेत यंदा मुंबईकरांना पावसाळ्यातील आजारांचा अधिक फटका बसला आहे. पावसाळ्यातील हवेत आर्द्रतेचे प्रमाण अधिक	[45, 258, 336, 1238]
right-column-divider	[1086, 1329, 1088, 2337]
dinvishesh-text: १८८० : स्वातंत्र्य लढ्यातील नेते, कायदेपंडित, बिहारचे माजी राज्यपाल, लोकनायक माधव श्रीहरी तथा बापूजी अणे यांचा जन्म. १८९८ : इंग्लंडने चौथ्या फुटबॉल कप्पावर दावा केला. १८८२ : सन १८८२ मध्ये इंग्लंड हस्त्यानंतर क्रिकेटमधील ऑस्ट्रेलियाविरुद्धच्या पराभवानंतर ॲशेस मालिका सुरू झाली. १९०१ : शेतकऱ्यांचा प्रतिनिधी म्हणून जॉर्ज लिओन यांचा जन्म. १९०५ : हॉकीपटू ध्यानचंद यांचा जन्म. १९३६ : ओलंपिक खेळांचा उद्घाटन. १९४५ : जपानी सैन्याने आत्मसमर्पण केले. १९५८ : पॉप संगीत सम्राट मायकेल जॅक्सन यांचा जन्म. १९७४ : भारतीय लोकदल चा पक्षाची स्थापना.	[31, 1689, 384, 1822]
vyakti-box	[400, 1329, 725, 1763]
sudoku-puzzle-cell	[749, 1961, 794, 2006]
panchang-box	[31, 1445, 384, 1561]
sanshodhan-text: प्लॅनेट-९ हा तसे पाहिल्यास आपल्या आकाशगंगेचा मुख्य हिस्सा नाही. मग तो कुठला, असा प्रश्न पडला असणार. या प्रश्नाचे उत्तर संशोधकांनी शोधले आहे. प्लॅनेट-९ हा एखाद्या दुसऱ्या ताऱ्याचा ग्रह असू शकतो, तो आपल्या सूर्याने चोरला असावा, असे संशोधकांनी म्हटले आहे. आपली सूर्यमाला तयार होत असताना अनेक तारे एकमेकांच्या जवळ होते. त्या काळात सूर्याने दुसऱ्या ताऱ्याच्या ग्रहाला आपल्या गुरुत्वाकर्षणाच्या बळावर खेचून घेतले असावे. प्लॅनेट-९ हा आपल्या सूर्यापासून खूप दूर आहे आणि तो सूर्याभोवती प्रदक्षिणा घालण्यास १० ते २० हजार वर्षे घेतो. प्लॅनेट-९ चे वस्तुमान पृथ्वीच्या सुमारे पाचपट असावे. शास्त्रज्ञांनी अद्याप हा ग्रह प्रत्यक्ष पाहिलेला नाही. मात्र बाह्य ग्रहांच्या कक्षांमध्ये दिसणाऱ्या बदलांवरून त्याचे अस्तित्व असावे असा अंदाज आहे. संशोधक आता शक्तिशाली दुर्बिणींच्या साहाय्याने त्याचा शोध घेत आहेत.	[741, 1370, 1078, 1559]
sudoku-answer-cell: 2	[944, 1980, 977, 2013]
mahilayan-box	[1094, 1329, 1486, 1872]
